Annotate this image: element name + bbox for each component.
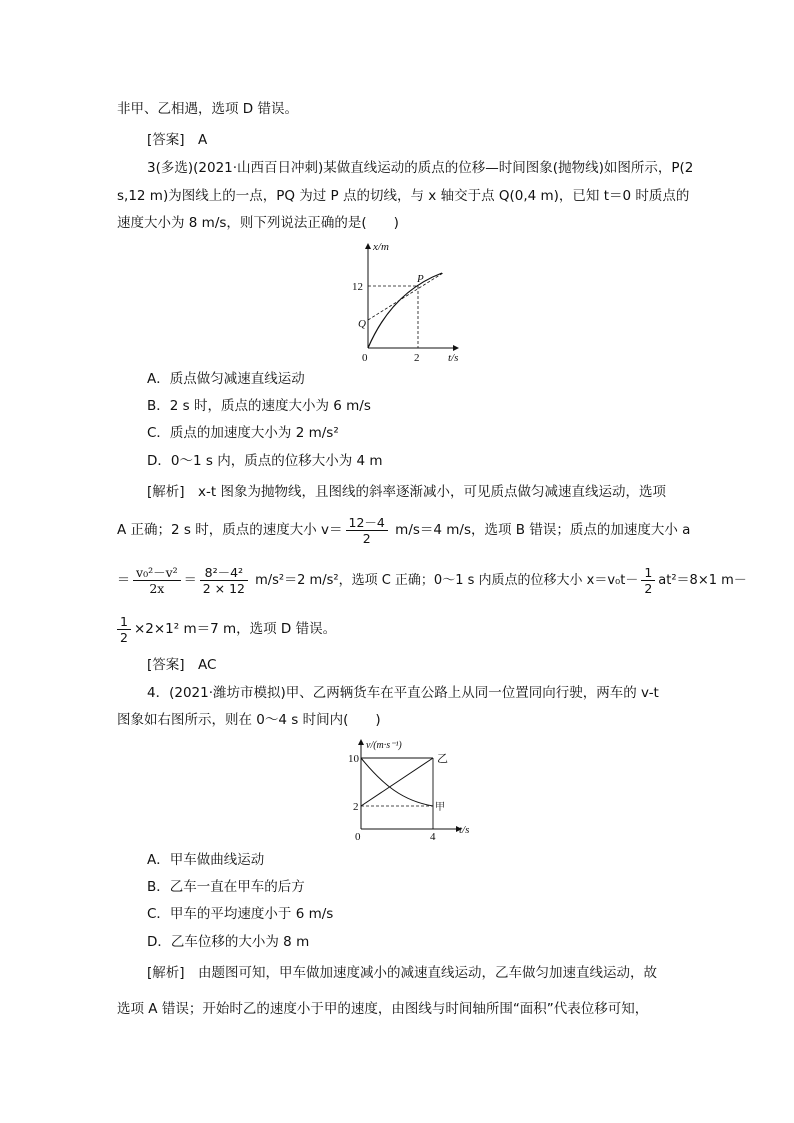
q3-option-c: C．质点的加速度大小为 2 m/s²: [147, 425, 339, 441]
solution-3-line-3-text-b: ＝: [183, 573, 197, 588]
y-axis-label: x/m: [373, 241, 389, 253]
fraction-accel-formula-numerator: v₀²－v²: [133, 565, 181, 581]
q4-option-a: A．甲车做曲线运动: [147, 852, 265, 868]
q4-option-b: B．乙车一直在甲车的后方: [147, 879, 305, 895]
fraction-velocity-denominator: 2: [362, 530, 371, 546]
fraction-half-2-denominator: 2: [120, 629, 128, 645]
fraction-velocity: [346, 515, 388, 546]
fraction-velocity-numerator: 12－4: [346, 515, 388, 531]
solution-3-line-4-text: ×2×1² m＝7 m，选项 D 错误。: [133, 621, 337, 637]
paragraph-continuation: 非甲、乙相遇，选项 D 错误。: [117, 101, 298, 117]
solution-3-line-2-text-b: m/s＝4 m/s，选项 B 错误；质点的加速度大小 a: [390, 522, 691, 538]
q3-option-b: B．2 s 时，质点的速度大小为 6 m/s: [147, 398, 371, 414]
fraction-half-2: [117, 614, 131, 645]
question-4-line-1: 4．(2021·潍坊市模拟)甲、乙两辆货车在平直公路上从同一位置同向行驶，两车的 v-t: [147, 685, 659, 701]
point-p-label: P: [417, 273, 424, 285]
question-3-line-3: 速度大小为 8 m/s，则下列说法正确的是( ): [117, 215, 399, 231]
fraction-accel-formula-denominator: 2x: [149, 581, 165, 596]
fraction-accel-value: [200, 565, 248, 596]
question-4-line-2: 图象如右图所示，则在 0～4 s 时间内( ): [117, 712, 381, 728]
question-3-line-1: 3(多选)(2021·山西百日冲刺)某做直线运动的质点的位移—时间图象(抛物线)如图所示，P(2: [147, 160, 694, 176]
fraction-half-1-denominator: 2: [644, 581, 653, 596]
solution-3-line-1: [解析] x-t 图象为抛物线，且图线的斜率逐渐减小，可见质点做匀减速直线运动，选项: [147, 484, 666, 500]
figure-xt-graph: [348, 240, 466, 364]
fraction-half-1-numerator: 1: [641, 565, 655, 581]
y-axis-label: v/(m·s⁻¹): [366, 740, 402, 751]
q4-option-c: C．甲车的平均速度小于 6 m/s: [147, 906, 334, 922]
question-3-line-2: s,12 m)为图线上的一点，PQ 为过 P 点的切线，与 x 轴交于点 Q(0,4 m)，已知 t＝0 时质点的: [117, 188, 690, 204]
solution-3-line-2: [117, 512, 690, 548]
fraction-half-2-numerator: 1: [117, 614, 131, 630]
solution-3-line-2-text-a: A 正确；2 s 时，质点的速度大小 v＝: [117, 522, 343, 538]
label-jia: 甲: [435, 802, 445, 813]
solution-4-line-1: [解析] 由题图可知，甲车做加速度减小的减速直线运动，乙车做匀加速直线运动，故: [147, 965, 658, 981]
q3-option-a: A．质点做匀减速直线运动: [147, 371, 305, 387]
fraction-accel-formula: [133, 565, 181, 596]
fraction-half-1: [641, 565, 655, 596]
origin-label: 0: [362, 352, 368, 364]
solution-3-line-3: [117, 563, 747, 599]
tick-4: 4: [430, 831, 436, 843]
q4-option-d: D．乙车位移的大小为 8 m: [147, 934, 310, 950]
figure-vt-graph: [333, 737, 483, 843]
tick-2: 2: [353, 801, 359, 813]
answer-label: [答案] A: [147, 132, 208, 148]
solution-3-line-3-text-d: at²＝8×1 m－: [658, 573, 747, 588]
point-q-label: Q: [358, 318, 366, 330]
tick-2: 2: [414, 352, 420, 364]
fraction-accel-value-numerator: 8²－4²: [200, 565, 248, 581]
x-axis-label: t/s: [448, 352, 459, 364]
q3-option-d: D．0～1 s 内，质点的位移大小为 4 m: [147, 453, 383, 469]
parabola-curve: [368, 273, 442, 348]
solution-3-line-4: [117, 611, 336, 647]
line-yi: [361, 758, 433, 806]
tangent-line-pq: [368, 273, 443, 320]
solution-4-line-2: 选项 A 错误；开始时乙的速度小于甲的速度，由图线与时间轴所围“面积”代表位移可知，: [117, 1001, 649, 1017]
answer-label-3: [答案] AC: [147, 657, 217, 673]
solution-3-line-3-text-a: ＝: [117, 573, 131, 588]
fraction-accel-value-denominator: 2 × 12: [202, 581, 245, 596]
x-axis-label: t/s: [459, 824, 470, 836]
tick-12: 12: [352, 281, 363, 293]
origin-label: 0: [355, 831, 361, 843]
solution-3-line-3-text-c: m/s²＝2 m/s²，选项 C 正确；0～1 s 内质点的位移大小 x＝v₀t－: [250, 573, 639, 588]
tick-10: 10: [348, 753, 359, 765]
label-yi: 乙: [437, 753, 448, 765]
